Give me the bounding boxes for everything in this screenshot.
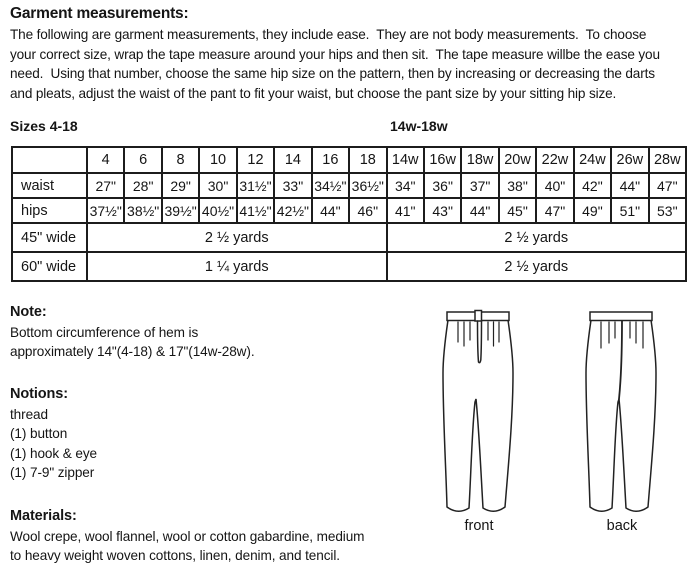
size-range-left-label: Sizes 4-18 [10, 118, 78, 134]
row-label-hips: hips [12, 198, 87, 223]
hips-value: 42½" [274, 198, 311, 223]
measurement-table [11, 146, 687, 282]
hips-value: 37½" [87, 198, 124, 223]
waist-value: 38" [499, 173, 536, 198]
waist-value: 30" [199, 173, 236, 198]
hips-value: 39½" [162, 198, 199, 223]
waist-value: 36½" [349, 173, 386, 198]
size-column-header: 24w [574, 147, 611, 173]
hips-value: 43" [424, 198, 461, 223]
size-column-header: 28w [649, 147, 686, 173]
size-column-header: 16 [312, 147, 349, 173]
yardage-60-sizes-14w-28w: 2 ½ yards [387, 252, 687, 281]
front-diagram-label: front [464, 518, 494, 534]
materials-line: Wool crepe, wool flannel, wool or cotton gabardine, medium [10, 528, 365, 544]
waist-value: 31½" [237, 173, 274, 198]
hips-value: 53" [649, 198, 686, 223]
note-heading: Note: [10, 304, 47, 320]
materials-section [10, 507, 364, 566]
intro-line: your correct size, wrap the tape measure around your hips and then sit. The tape measure willbe the ease you [10, 46, 660, 62]
table-header-row [12, 147, 686, 173]
back-diagram-label: back [606, 518, 638, 534]
intro-line: The following are garment measurements, they include ease. They are not body measurements. To choose [10, 27, 647, 42]
size-column-header: 26w [611, 147, 648, 173]
notion-item: thread [10, 406, 48, 422]
intro-line: and pleats, adjust the waist of the pant to fit your waist, but choose the pant size by your sitting hip size. [10, 85, 617, 101]
pants-back-diagram [584, 309, 660, 515]
intro-line: need. Using that number, choose the same hip size on the pattern, then by increasing or decreasing the darts [10, 66, 655, 82]
materials-line: to heavy weight woven cottons, linen, denim, and tencil. [10, 548, 340, 564]
waist-value: 27" [87, 173, 124, 198]
hips-value: 44" [312, 198, 349, 223]
notions-heading: Notions: [10, 386, 68, 402]
button-tab [475, 311, 482, 322]
note-line: approximately 14"(4-18) & 17"(14w-28w). [10, 344, 255, 360]
hips-value: 49" [574, 198, 611, 223]
hips-value: 41" [387, 198, 424, 223]
waist-row [12, 173, 686, 198]
size-column-header: 10 [199, 147, 236, 173]
row-label-waist: waist [12, 173, 87, 198]
yardage-45-sizes-4-18: 2 ½ yards [87, 223, 387, 252]
waist-value: 47" [649, 173, 686, 198]
waistband [590, 312, 652, 321]
size-column-header: 14w [387, 147, 424, 173]
center-back-seam [619, 321, 622, 399]
hips-value: 45" [499, 198, 536, 223]
hips-row [12, 198, 686, 223]
notions-section [10, 385, 97, 483]
page-title: Garment measurements: [10, 5, 189, 22]
waist-value: 42" [574, 173, 611, 198]
size-range-right-label: 14w-18w [390, 118, 448, 134]
materials-heading: Materials: [10, 508, 77, 524]
yardage-45-sizes-14w-28w: 2 ½ yards [387, 223, 687, 252]
yardage-row-45 [12, 223, 686, 252]
waist-value: 36" [424, 173, 461, 198]
waist-value: 37" [461, 173, 498, 198]
waist-value: 28" [124, 173, 161, 198]
size-column-header: 4 [87, 147, 124, 173]
size-group-labels [10, 118, 690, 134]
hips-value: 44" [461, 198, 498, 223]
intro-paragraph [10, 25, 660, 103]
hips-value: 51" [611, 198, 648, 223]
waist-value: 34½" [312, 173, 349, 198]
notion-item: (1) button [10, 426, 68, 442]
fly-line [478, 321, 482, 363]
row-label-60-wide: 60" wide [12, 252, 87, 281]
waist-value: 29" [162, 173, 199, 198]
waist-value: 34" [387, 173, 424, 198]
note-section [10, 303, 255, 362]
size-column-header: 12 [237, 147, 274, 173]
row-label-45-wide: 45" wide [12, 223, 87, 252]
size-column-header: 6 [124, 147, 161, 173]
pants-back-drawing [584, 309, 660, 515]
hips-value: 40½" [199, 198, 236, 223]
size-column-header: 18 [349, 147, 386, 173]
pants-front-diagram [441, 309, 517, 515]
dart-line [458, 322, 499, 346]
size-column-header: 18w [461, 147, 498, 173]
size-column-header: 16w [424, 147, 461, 173]
size-column-header: 14 [274, 147, 311, 173]
yardage-row-60 [12, 252, 686, 281]
pants-front-drawing [441, 309, 517, 515]
waist-value: 44" [611, 173, 648, 198]
size-column-header: 22w [536, 147, 573, 173]
hips-value: 46" [349, 198, 386, 223]
corner-cell [12, 147, 87, 173]
size-column-header: 8 [162, 147, 199, 173]
notion-item: (1) hook & eye [10, 445, 98, 461]
yardage-60-sizes-4-18: 1 ¼ yards [87, 252, 387, 281]
waist-value: 40" [536, 173, 573, 198]
hips-value: 41½" [237, 198, 274, 223]
note-line: Bottom circumference of hem is [10, 324, 199, 340]
hips-value: 47" [536, 198, 573, 223]
waist-value: 33" [274, 173, 311, 198]
hips-value: 38½" [124, 198, 161, 223]
notion-item: (1) 7-9" zipper [10, 465, 95, 481]
size-column-header: 20w [499, 147, 536, 173]
